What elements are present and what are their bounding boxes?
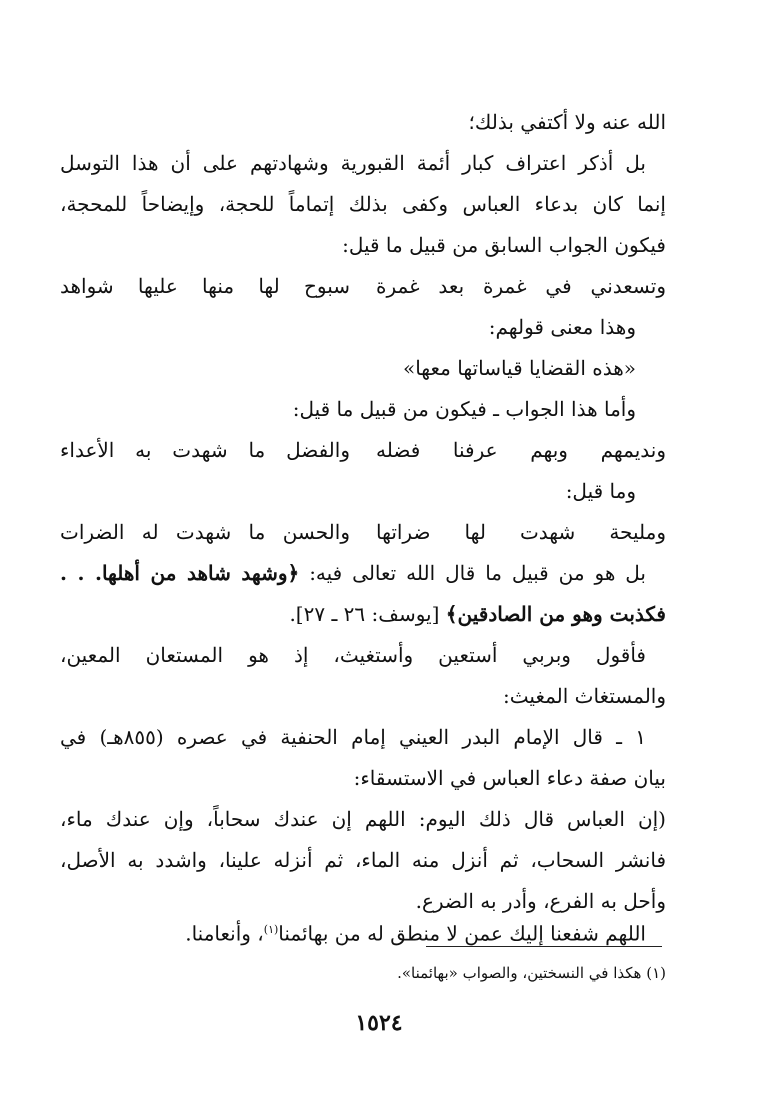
text-line-13: ١ ـ قال الإمام البدر العيني إمام الحنفية في عصره (٨٥٥هـ) في xyxy=(60,725,646,749)
poetry-verse-3 xyxy=(60,512,666,552)
footnote: (١) هكذا في النسختين، والصواب «بهائمنا». xyxy=(397,964,666,982)
text-line-17: وأحل به الفرع، وأدر به الضرع. xyxy=(415,889,666,913)
text-line-18-end: ، وأنعامنا. xyxy=(185,921,264,946)
poetry-verse-1 xyxy=(60,266,666,306)
text-line-3: إنما كان بدعاء العباس وكفى بذلك إتماماً للحجة، وإيضاحاً للمحجة، xyxy=(60,192,666,216)
text-line-1: الله عنه ولا أكتفي بذلك؛ xyxy=(468,110,666,134)
quran-verse-end: فكذبت وهو من الصادقين﴾ xyxy=(445,602,666,626)
text-line-15: (إن العباس قال ذلك اليوم: اللهم إن عندك سحاباً، وإن عندك ماء، xyxy=(60,807,666,831)
poetry-verse-2 xyxy=(60,430,666,470)
text-line-18-main: اللهم شفعنا إليك عمن لا منطق له من بهائمنا xyxy=(278,921,646,946)
verse-3-first-hemistich: ومليحة شهدت لها ضراتها xyxy=(376,520,666,544)
verse-1-first-hemistich: وتسعدني في غمرة بعد غمرة xyxy=(376,274,666,298)
text-line-5: وهذا معنى قولهم: xyxy=(488,315,636,339)
text-line-10 xyxy=(60,594,666,634)
page-number: ١٥٢٤ xyxy=(355,1010,403,1036)
quran-reference: [يوسف: ٢٦ ـ ٢٧]. xyxy=(289,602,446,626)
text-line-9-intro: بل هو من قبيل ما قال الله تعالى فيه: xyxy=(299,561,646,585)
text-line-9 xyxy=(60,553,646,593)
text-line-2: بل أذكر اعتراف كبار أئمة القبورية وشهادتهم على أن هذا التوسل xyxy=(60,151,646,175)
text-line-12: والمستغاث المغيث: xyxy=(503,684,666,708)
text-line-11: فأقول وبربي أستعين وأستغيث، إذ هو المستعان المعين، xyxy=(60,643,646,667)
footnote-divider xyxy=(426,946,662,947)
text-line-14: بيان صفة دعاء العباس في الاستسقاء: xyxy=(353,766,666,790)
text-line-4: فيكون الجواب السابق من قبيل ما قيل: xyxy=(342,233,666,257)
quran-verse-start: ﴿وشهد شاهد من أهلها. . . xyxy=(60,561,300,585)
text-line-18 xyxy=(60,910,646,950)
text-line-7: وأما هذا الجواب ـ فيكون من قبيل ما قيل: xyxy=(292,397,636,421)
text-line-8: وما قيل: xyxy=(565,479,636,503)
verse-2-second-hemistich: والفضل ما شهدت به الأعداء xyxy=(60,438,350,462)
text-line-16: فانشر السحاب، ثم أنزل منه الماء، ثم أنزله علينا، واشدد به الأصل، xyxy=(60,848,666,872)
verse-3-second-hemistich: والحسن ما شهدت له الضرات xyxy=(60,520,350,544)
footnote-reference: (١) xyxy=(263,923,279,936)
verse-2-first-hemistich: ونديمهم وبهم عرفنا فضله xyxy=(376,438,666,462)
verse-1-second-hemistich: سبوح لها منها عليها شواهد xyxy=(60,274,350,298)
quote-line: «هذه القضايا قياساتها معها» xyxy=(402,356,636,380)
